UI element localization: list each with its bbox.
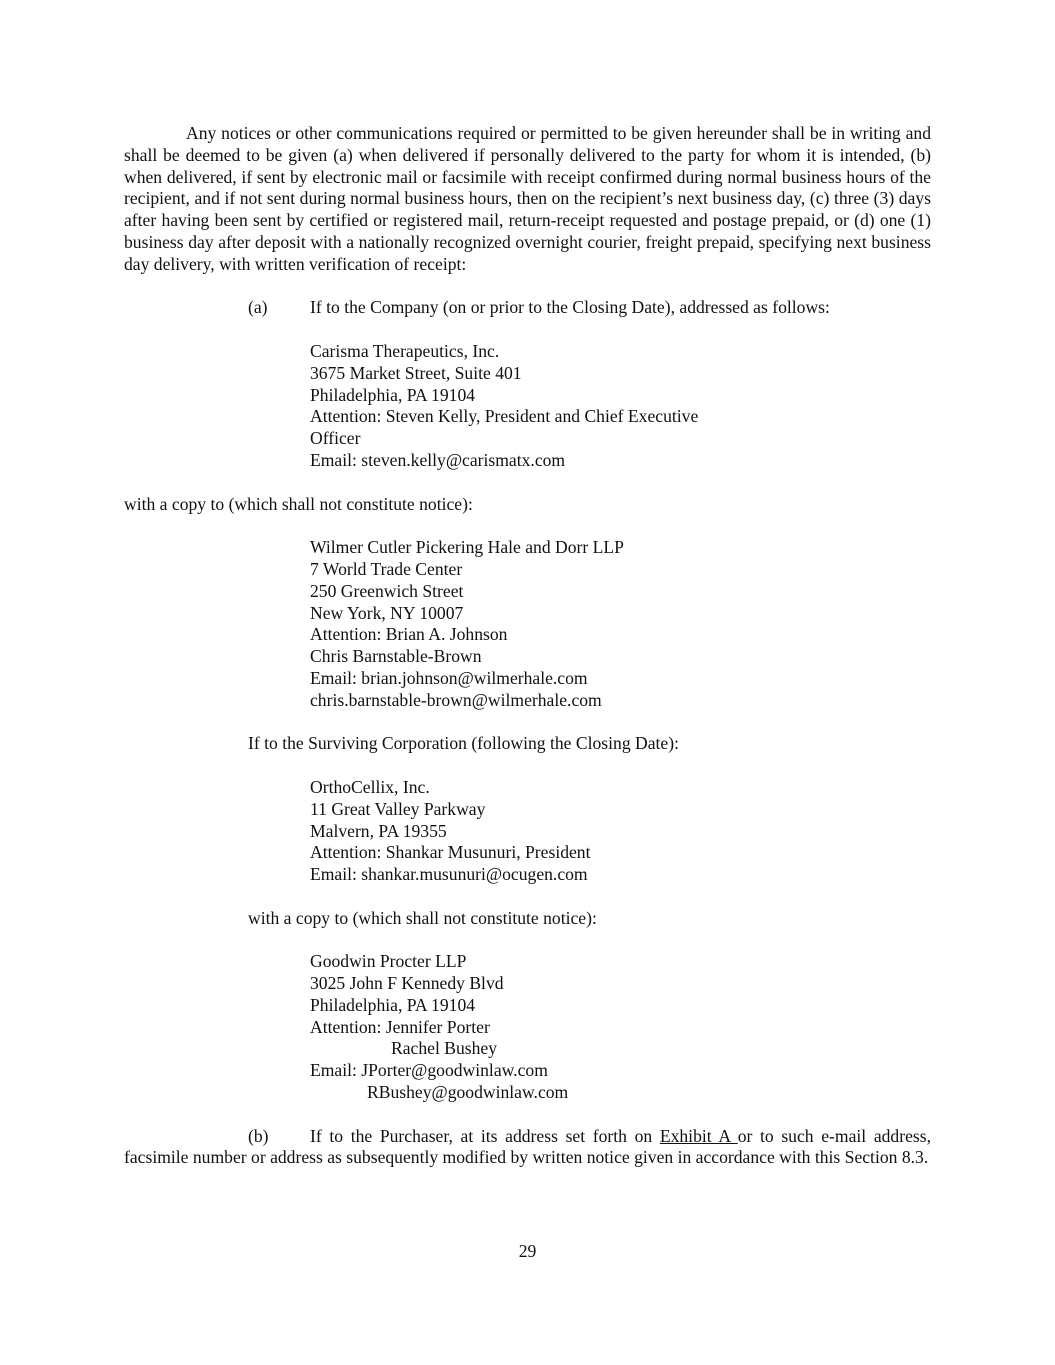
document-page	[124, 123, 931, 1169]
orthocellix-name: OrthoCellix, Inc.	[310, 776, 430, 797]
wilmer-address-block	[310, 537, 931, 711]
orthocellix-street: 11 Great Valley Parkway	[310, 798, 486, 819]
copy-note-company: with a copy to (which shall not constitute notice):	[124, 493, 473, 514]
company-address-block	[310, 341, 931, 472]
exhibit-a-reference: Exhibit A	[659, 1125, 738, 1146]
wilmer-attention-2: Chris Barnstable-Brown	[310, 646, 482, 667]
notices-intro-paragraph: Any notices or other communications required or permitted to be given hereunder shall be in writing and shall be deemed to be given (a) when delivered if personally delivered to the party for whom it is intended, (b) when delivered, if sent by electronic mail or facsimile with receipt confirmed during normal business hours of the recipient, and if not sent during normal business hours, then on the recipient’s next business day, (c) three (3) days after having been sent by certified or registered mail, return-receipt requested and postage prepaid, or (d) one (1) business day after deposit with a nationally recognized overnight courier, freight prepaid, specifying next business day delivery, with written verification of receipt:	[124, 123, 931, 274]
item-a	[124, 297, 931, 319]
wilmer-attention: Attention: Brian A. Johnson	[310, 624, 508, 645]
item-b	[124, 1126, 931, 1170]
wilmer-city: New York, NY 10007	[310, 602, 464, 623]
wilmer-street: 250 Greenwich Street	[310, 580, 464, 601]
wilmer-building: 7 World Trade Center	[310, 558, 463, 579]
company-name: Carisma Therapeutics, Inc.	[310, 340, 500, 361]
company-city: Philadelphia, PA 19104	[310, 384, 476, 405]
wilmer-name: Wilmer Cutler Pickering Hale and Dorr LLP	[310, 537, 624, 558]
copy-note-surviving: with a copy to (which shall not constitute notice):	[248, 907, 597, 928]
orthocellix-email: Email: shankar.musunuri@ocugen.com	[310, 864, 588, 885]
goodwin-address-block	[310, 951, 931, 1104]
orthocellix-city: Malvern, PA 19355	[310, 820, 447, 841]
goodwin-street: 3025 John F Kennedy Blvd	[310, 973, 504, 994]
surviving-corporation-note: If to the Surviving Corporation (following the Closing Date):	[248, 733, 679, 754]
goodwin-email: Email: JPorter@goodwinlaw.com	[310, 1060, 548, 1081]
page-number: 29	[518, 1241, 537, 1261]
wilmer-email-2: chris.barnstable-brown@wilmerhale.com	[310, 689, 602, 710]
item-a-label: (a)	[248, 297, 268, 318]
company-attention: Attention: Steven Kelly, President and Chief Executive	[310, 406, 699, 427]
orthocellix-address-block	[310, 777, 931, 886]
item-b-label: (b)	[248, 1125, 269, 1146]
goodwin-city: Philadelphia, PA 19104	[310, 994, 476, 1015]
item-a-text: If to the Company (on or prior to the Closing Date), addressed as follows:	[310, 297, 830, 318]
orthocellix-attention: Attention: Shankar Musunuri, President	[310, 842, 591, 863]
wilmer-email: Email: brian.johnson@wilmerhale.com	[310, 667, 588, 688]
goodwin-attention: Attention: Jennifer Porter	[310, 1016, 490, 1037]
goodwin-attention-2: Rachel Bushey	[391, 1038, 498, 1059]
company-street: 3675 Market Street, Suite 401	[310, 362, 522, 383]
item-b-text-after: or to such e-mail address, facsimile number or address as subsequently modified by written notice given in accordance with this Section 8.3.	[124, 1125, 931, 1168]
company-attention-cont: Officer	[310, 428, 361, 449]
item-b-text-before: If to the Purchaser, at its address set forth on	[310, 1125, 660, 1146]
goodwin-name: Goodwin Procter LLP	[310, 951, 467, 972]
company-email: Email: steven.kelly@carismatx.com	[310, 449, 566, 470]
goodwin-email-2: RBushey@goodwinlaw.com	[367, 1082, 569, 1103]
